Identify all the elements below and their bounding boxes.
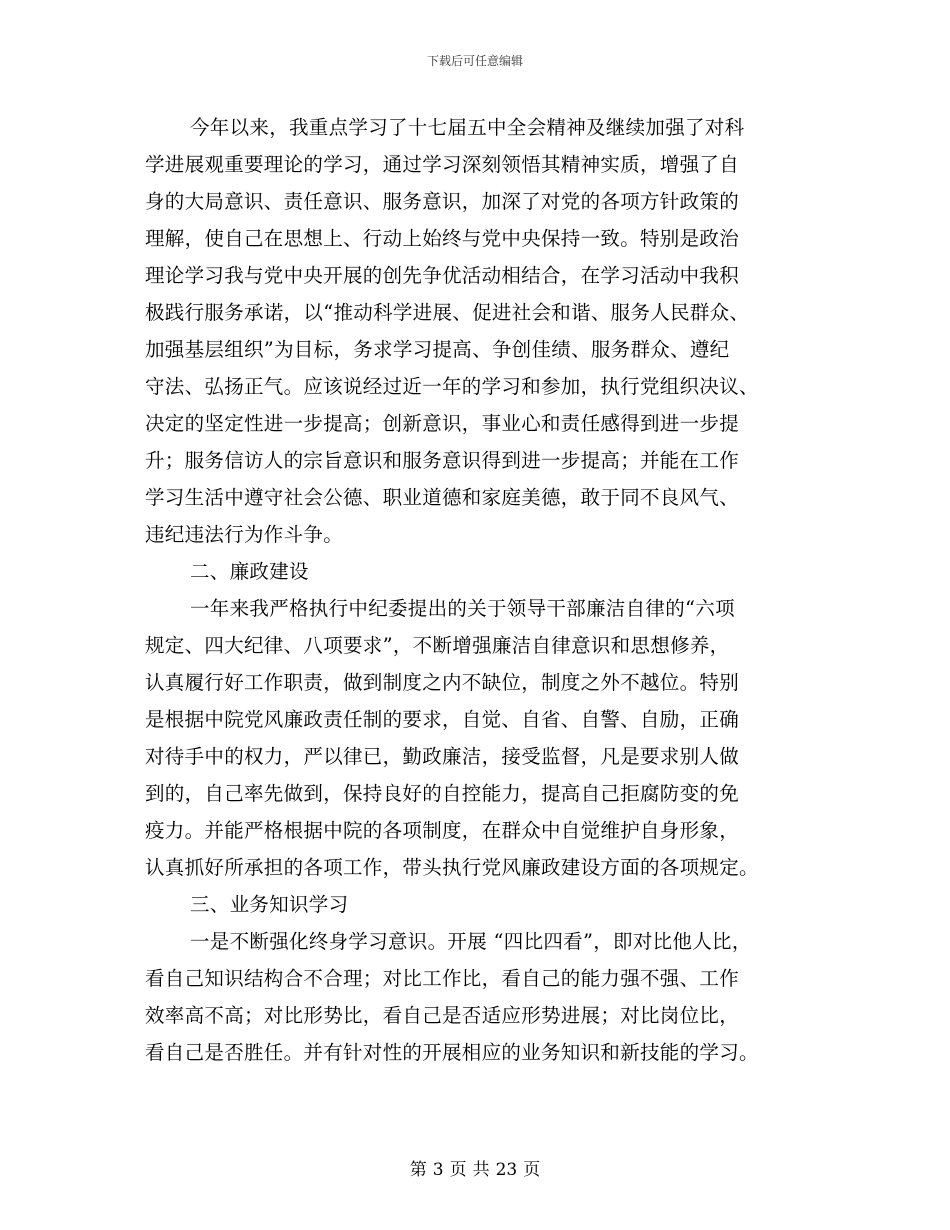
text-line: 加强基层组织”为目标，务求学习提高、争创佳绩、服务群众、遵纪 [145, 338, 730, 361]
text-line: 理解，使自己在思想上、行动上始终与党中央保持一致。特别是政治 [145, 227, 740, 250]
text-line: 看自己是否胜任。并有针对性的开展相应的业务知识和新技能的学习。 [145, 1041, 759, 1064]
text-line: 认真履行好工作职责，做到制度之内不缺位，制度之外不越位。特别 [145, 671, 740, 694]
text-line: 理论学习我与党中央开展的创先争优活动相结合，在学习活动中我积 [145, 264, 740, 287]
section-heading [145, 557, 810, 594]
page-footer [0, 1155, 950, 1180]
document-body [145, 113, 810, 1075]
text-line: 升；服务信访人的宗旨意识和服务意识得到进一步提高；并能在工作 [145, 449, 740, 472]
text-line: 学进展观重要理论的学习，通过学习深刻领悟其精神实质，增强了自 [145, 153, 740, 176]
footer-total-pages: 23 [495, 1160, 518, 1180]
footer-label-page: 第 [409, 1160, 427, 1180]
footer-label-unit2: 页 [523, 1160, 541, 1180]
paragraph [145, 594, 810, 890]
footer-label-unit: 页 [449, 1160, 467, 1180]
text-line: 今年以来，我重点学习了十七届五中全会精神及继续加强了对科 [190, 116, 745, 139]
text-line: 一年来我严格执行中纪委提出的关于领导干部廉洁自律的“六项 [190, 597, 735, 620]
footer-label-total: 共 [472, 1160, 490, 1180]
section-heading-text: 三、业务知识学习 [190, 893, 349, 916]
text-line: 守法、弘扬正气。应该说经过近一年的学习和参加，执行党组织决议、 [145, 375, 759, 398]
text-line: 身的大局意识、责任意识、服务意识，加深了对党的各项方针政策的 [145, 190, 740, 213]
text-line: 看自己知识结构合不合理；对比工作比，看自己的能力强不强、工作 [145, 967, 740, 990]
text-line: 决定的坚定性进一步提高；创新意识，事业心和责任感得到进一步提 [145, 412, 740, 435]
text-line: 对待手中的权力，严以律已，勤政廉洁，接受监督，凡是要求别人做 [145, 745, 740, 768]
section-heading-text: 二、廉政建设 [190, 560, 309, 583]
section-heading [145, 890, 810, 927]
text-line: 认真抓好所承担的各项工作，带头执行党风廉政建设方面的各项规定。 [145, 856, 759, 879]
text-line: 极践行服务承诺，以“推动科学进展、促进社会和谐、服务人民群众、 [145, 301, 750, 324]
text-line: 违纪违法行为作斗争。 [145, 523, 344, 546]
paragraph [145, 113, 810, 557]
text-line: 学习生活中遵守社会公德、职业道德和家庭美德，敢于同不良风气、 [145, 486, 740, 509]
text-line: 疫力。并能严格根据中院的各项制度，在群众中自觉维护自身形象， [145, 819, 740, 842]
text-line: 到的，自己率先做到，保持良好的自控能力，提高自己拒腐防变的免 [145, 782, 740, 805]
footer-current-page: 3 [432, 1160, 444, 1180]
page-header-note: 下载后可任意编辑 [426, 54, 523, 68]
text-line: 规定、四大纪律、八项要求”，不断增强廉洁自律意识和思想修养， [145, 634, 730, 657]
paragraph [145, 927, 810, 1075]
text-line: 一是不断强化终身学习意识。开展 “四比四看”，即对比他人比， [190, 930, 752, 953]
text-line: 是根据中院党风廉政责任制的要求，自觉、自省、自警、自励，正确 [145, 708, 740, 731]
text-line: 效率高不高；对比形势比，看自己是否适应形势进展；对比岗位比， [145, 1004, 740, 1027]
